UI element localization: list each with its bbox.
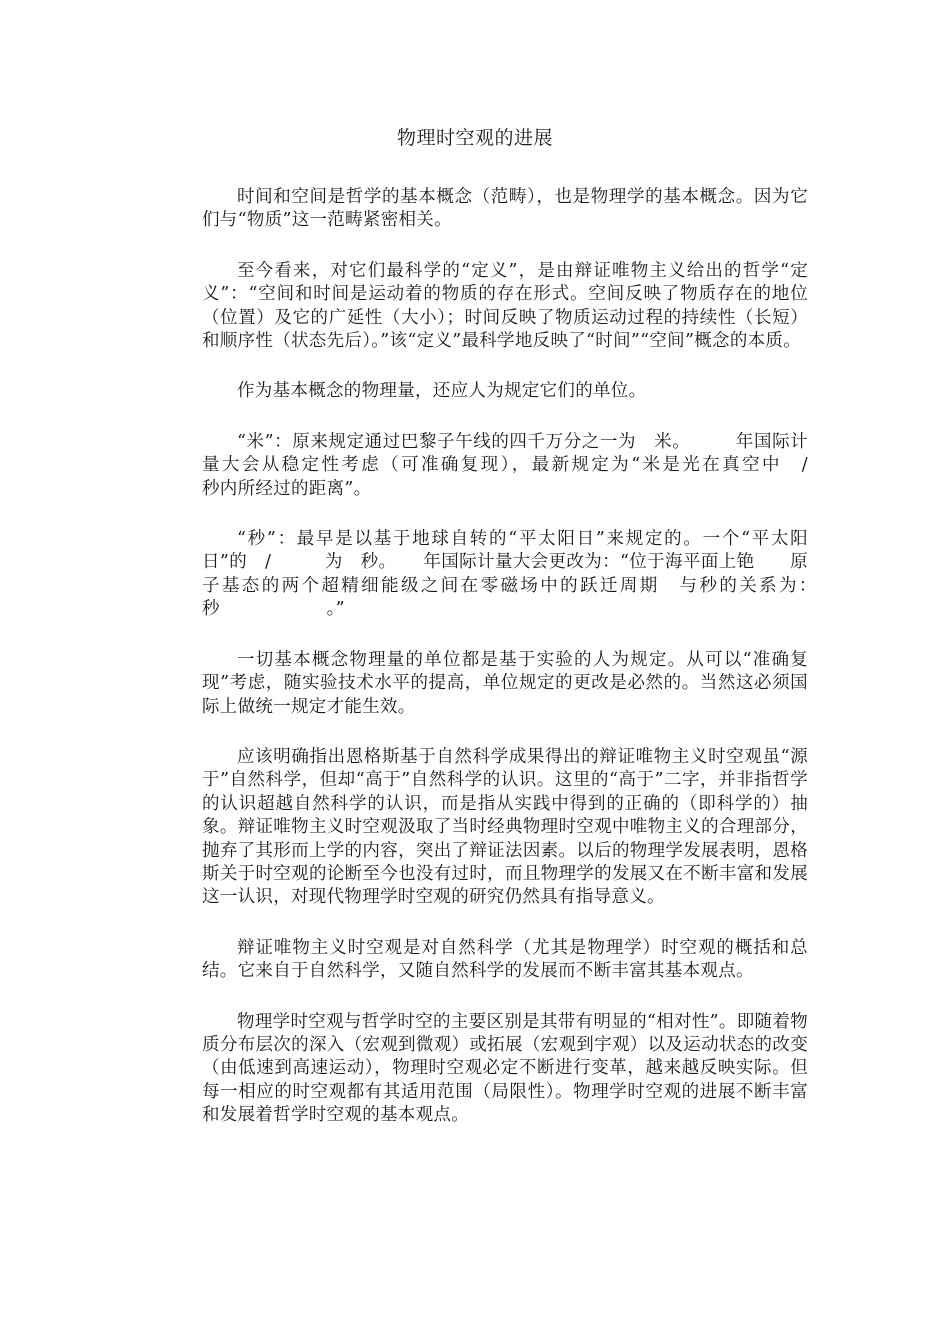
paragraph-relativity: 物理学时空观与哲学时空的主要区别是其带有明显的“相对性”。即随着物质分布层次的深入（宏观到微观）或拓展（宏观到宇观）以及运动状态的改变（由低速到高速运动），物理时空观必定不断进行变革，越来越反映实际。但每一相应的时空观都有其适用范围（局限性）。物理学时空观的进展不断丰富和发展着哲学时空观的基本观点。: [202, 1011, 808, 1126]
paragraph-dialectical-materialism: 辩证唯物主义时空观是对自然科学（尤其是物理学）时空观的概括和总结。它来自于自然科学，又随自然科学的发展而不断丰富其基本观点。: [202, 937, 808, 982]
document-body: [202, 186, 897, 1155]
paragraph-unit-reproducibility: 一切基本概念物理量的单位都是基于实验的人为规定。从可以“准确复现”考虑，随实验技术水平的提高，单位规定的更改是必然的。当然这必须国际上做统一规定才能生效。: [202, 649, 808, 717]
document-title: 物理时空观的进展: [396, 127, 553, 149]
paragraph-meter: “米”：原来规定通过巴黎子午线的四千万分之一为 米。 年国际计量大会从稳定性考虑（可准确复现），最新规定为“米是光在真空中 / 秒内所经过的距离”。: [202, 431, 897, 499]
paragraph-second: “秒”：最早是以基于地球自转的“平太阳日”来规定的。一个“平太阳日”的 / 为 秒。 年国际计量大会更改为：“位于海平面上铯 原子基态的两个超精细能级之间在零磁场中的跃迁周期 与秒的关系为： 秒 。”: [202, 529, 826, 620]
paragraph-definition: 至今看来，对它们最科学的“定义”，是由辩证唯物主义给出的哲学“定义”：“空间和时间是运动着的物质的存在形式。空间反映了物质存在的地位（位置）及它的广延性（大小）；时间反映了物质运动过程的持续性（长短）和顺序性（状态先后）。”该“定义”最科学地反映了“时间”“空间”概念的本质。: [202, 260, 808, 352]
paragraph-engels: 应该明确指出恩格斯基于自然科学成果得出的辩证唯物主义时空观虽“源于”自然科学，但却“高于”自然科学的认识。这里的“高于”二字，并非指哲学的认识超越自然科学的认识，而是指从实践中得到的正确的（即科学的）抽象。辩证唯物主义时空观汲取了当时经典物理时空观中唯物主义的合理部分，抛弃了其形而上学的内容，突出了辩证法因素。以后的物理学发展表明，恩格斯关于时空观的论断至今也没有过时，而且物理学的发展又在不断丰富和发展这一认识，对现代物理学时空观的研究仍然具有指导意义。: [202, 746, 808, 908]
paragraph-units: 作为基本概念的物理量，还应人为规定它们的单位。: [237, 381, 647, 402]
paragraph-time-space-concepts: 时间和空间是哲学的基本概念（范畴），也是物理学的基本概念。因为它们与“物质”这一范畴紧密相关。: [202, 187, 808, 231]
